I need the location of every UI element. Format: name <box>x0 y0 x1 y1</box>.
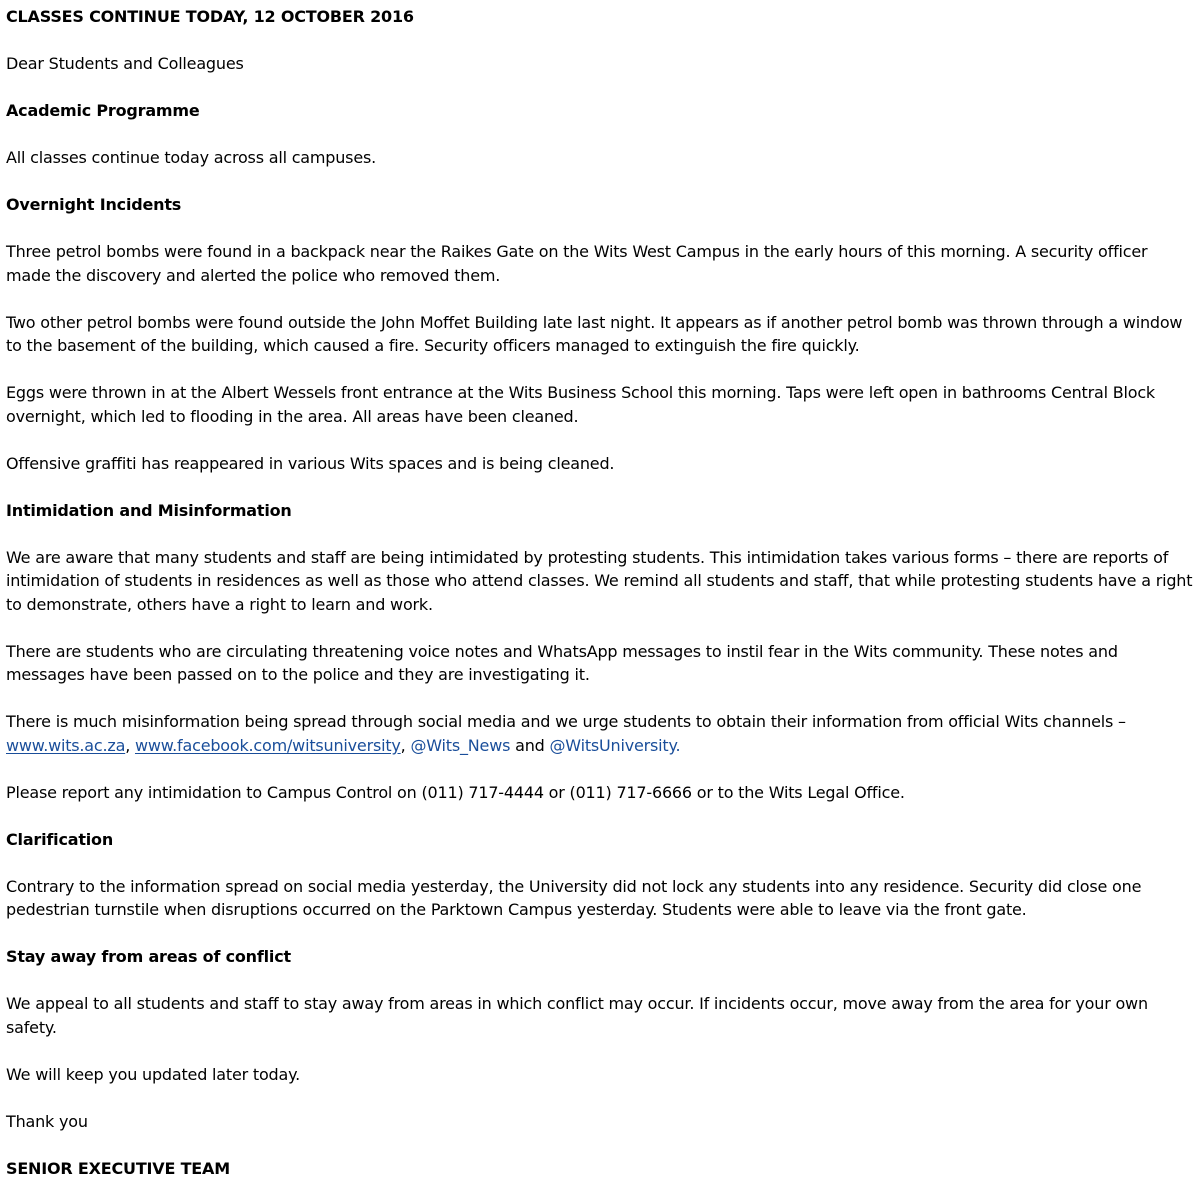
signature: SENIOR EXECUTIVE TEAM <box>6 1158 230 1178</box>
official-channels-text: There is much misinformation being spread through social media and we urge students to obtain their information from official Wits channels – <box>6 712 1126 731</box>
clarification-paragraph: Contrary to the information spread on social media yesterday, the University did not lock any students into any residence. Security did close one pedestrian turnstile when disruptions occurred on the Parktown Campus yesterday. Students were able to leave via the front gate. <box>6 876 1142 919</box>
incidents-paragraph-4: Offensive graffiti has reappeared in various Wits spaces and is being cleaned. <box>6 453 615 473</box>
intimidation-paragraph-1: We are aware that many students and staff are being intimidated by protesting students. This intimidation takes various forms – there are reports of intimidation of students in residences as well as those who attend classes. We remind all students and staff, that while protesting students have a right to demonstrate, others have a right to learn and work. <box>6 547 1193 614</box>
document-body <box>6 5 1194 1204</box>
intimidation-paragraph-3 <box>6 710 1194 757</box>
document-title: CLASSES CONTINUE TODAY, 12 OCTOBER 2016 <box>6 7 414 26</box>
link-wits-facebook[interactable]: www.facebook.com/witsuniversity <box>134 735 401 755</box>
handle-wits-news[interactable]: @Wits_News <box>410 735 511 755</box>
heading-academic-programme: Academic Programme <box>6 101 200 120</box>
incidents-paragraph-1: Three petrol bombs were found in a backpack near the Raikes Gate on the Wits West Campus in the early hours of this morning. A security officer made the discovery and alerted the police who removed them. <box>6 242 1148 285</box>
closing: Thank you <box>6 1111 88 1131</box>
handle-wits-university[interactable]: @WitsUniversity. <box>549 735 681 755</box>
conflict-paragraph-2: We will keep you updated later today. <box>6 1064 300 1084</box>
intimidation-paragraph-2: There are students who are circulating threatening voice notes and WhatsApp messages to instil fear in the Wits community. These notes and messages have been passed on to the police and they are investigating it. <box>6 641 1118 684</box>
incidents-paragraph-3: Eggs were thrown in at the Albert Wessels front entrance at the Wits Business School this morning. Taps were left open in bathrooms Central Block overnight, which led to flooding in the area. All areas have been cleaned. <box>6 383 1156 426</box>
heading-overnight-incidents: Overnight Incidents <box>6 195 182 214</box>
heading-intimidation-misinformation: Intimidation and Misinformation <box>6 500 292 520</box>
separator-and: and <box>510 735 550 755</box>
academic-paragraph: All classes continue today across all campuses. <box>6 148 376 167</box>
intimidation-paragraph-4: Please report any intimidation to Campus Control on (011) 717-4444 or (011) 717-6666 or to the Wits Legal Office. <box>6 782 905 802</box>
link-wits-website[interactable]: www.wits.ac.za <box>6 735 126 755</box>
heading-clarification: Clarification <box>6 829 114 849</box>
incidents-paragraph-2: Two other petrol bombs were found outside the John Moffet Building late last night. It appears as if another petrol bomb was thrown through a window to the basement of the building, which caused a fire. Security officers managed to extinguish the fire quickly. <box>6 312 1183 355</box>
conflict-paragraph-1: We appeal to all students and staff to stay away from areas in which conflict may occur. If incidents occur, move away from the area for your own safety. <box>6 994 1148 1037</box>
separator-comma: , <box>125 735 135 755</box>
salutation: Dear Students and Colleagues <box>6 54 244 73</box>
separator-comma: , <box>400 735 411 755</box>
heading-stay-away: Stay away from areas of conflict <box>6 947 291 966</box>
